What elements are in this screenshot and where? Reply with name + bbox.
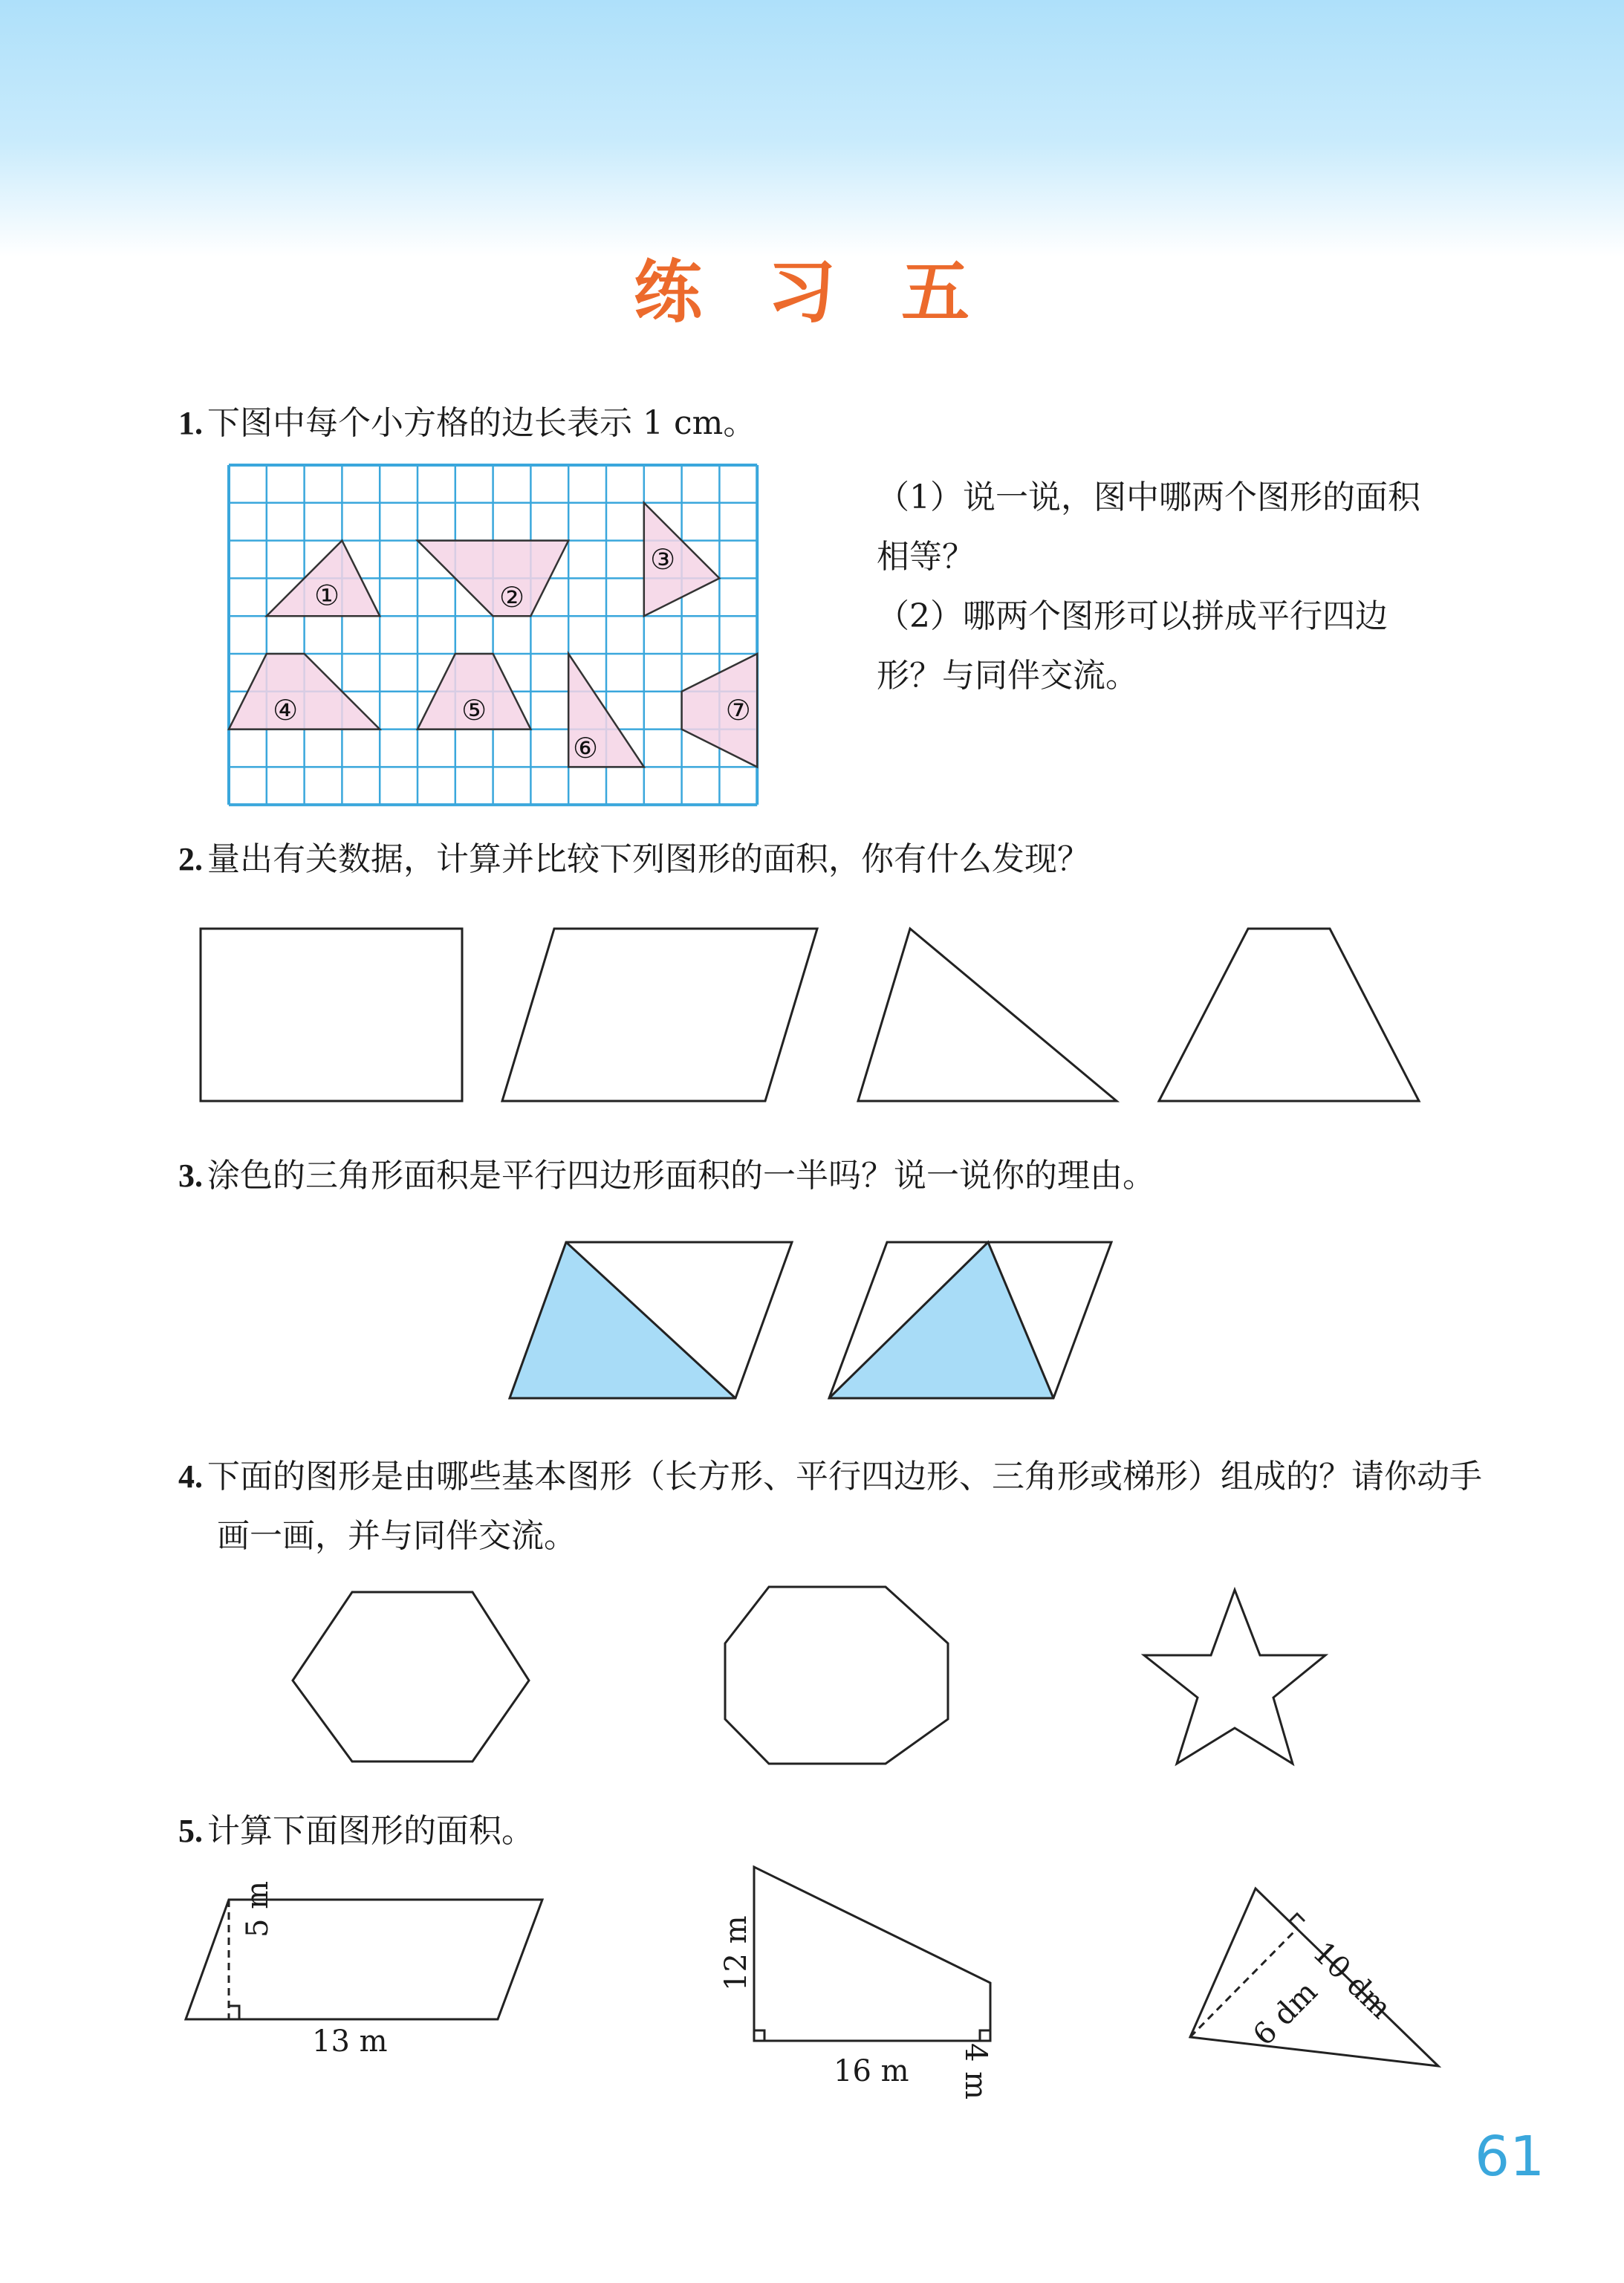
grid-shape-label: ④	[273, 694, 299, 727]
shaded-triangle-left	[510, 1242, 735, 1398]
question-1-text: 下图中每个小方格的边长表示 1 cm。	[207, 404, 756, 442]
question-4	[178, 1447, 1495, 1566]
question-1-number: 1.	[178, 405, 203, 441]
question-2-text: 量出有关数据，计算并比较下列图形的面积，你有什么发现？	[207, 840, 1090, 878]
parallelogram-base-label: 13 m	[312, 2024, 388, 2059]
trapezoid-left-label: 12 m	[719, 1915, 753, 1991]
octagon-shape	[725, 1587, 948, 1764]
triangle-shape	[858, 929, 1117, 1101]
question-3-text: 涂色的三角形面积是平行四边形面积的一半吗？说一说你的理由。	[207, 1157, 1155, 1195]
question-1-sub-1: （1）说一说，图中哪两个图形的面积相等？	[877, 478, 1420, 576]
right-angle-mark	[980, 2030, 990, 2041]
question-3-figures	[510, 1242, 1111, 1398]
triangle-figure	[1190, 1889, 1438, 2066]
question-2-figures	[201, 929, 1419, 1101]
question-2	[178, 830, 1090, 889]
parallelogram-shape	[502, 929, 817, 1101]
right-angle-mark	[229, 2006, 239, 2019]
question-4-text: 下面的图形是由哪些基本图形（长方形、平行四边形、三角形或梯形）组成的？请你动手画一画，并与同伴交流。	[207, 1458, 1482, 1555]
right-angle-mark	[1290, 1914, 1305, 1929]
page-number: 61	[1475, 2125, 1545, 2189]
hexagon-shape	[293, 1592, 529, 1761]
question-5-number: 5.	[178, 1813, 203, 1849]
rectangle-shape	[201, 929, 462, 1101]
star-shape	[1144, 1590, 1325, 1764]
grid-shape-label: ⑥	[573, 732, 599, 764]
question-2-number: 2.	[178, 841, 203, 877]
grid-shape-label: ⑤	[461, 694, 487, 727]
grid-shape-label: ②	[498, 580, 525, 614]
page-title: 练 习 五	[633, 253, 991, 332]
trapezoid-figure	[754, 1867, 990, 2041]
grid-shape-label: ③	[650, 543, 676, 576]
grid-shape-label: ①	[314, 579, 340, 612]
question-5-text: 计算下面图形的面积。	[207, 1812, 534, 1850]
triangle-side-label: 10 dm	[1306, 1935, 1398, 2026]
right-angle-mark	[754, 2030, 764, 2041]
trapezoid-bottom-label: 16 m	[834, 2054, 909, 2088]
trapezoid-shape	[1159, 929, 1419, 1101]
square-grid	[229, 465, 757, 805]
question-3	[178, 1146, 1155, 1206]
trapezoid-right-label: 4 m	[958, 2043, 993, 2100]
question-5	[178, 1802, 534, 1861]
grid-shape-label: ⑦	[725, 694, 751, 727]
parallelogram-figure	[186, 1900, 542, 2019]
question-4-number: 4.	[178, 1458, 203, 1495]
question-4-figures	[293, 1587, 1325, 1764]
triangle-height-label: 6 dm	[1247, 1975, 1325, 2053]
question-1-sub-2: （2）哪两个图形可以拼成平行四边形？与同伴交流。	[877, 597, 1388, 695]
parallelogram-height-label: 5 m	[241, 1880, 275, 1938]
question-3-number: 3.	[178, 1157, 203, 1194]
